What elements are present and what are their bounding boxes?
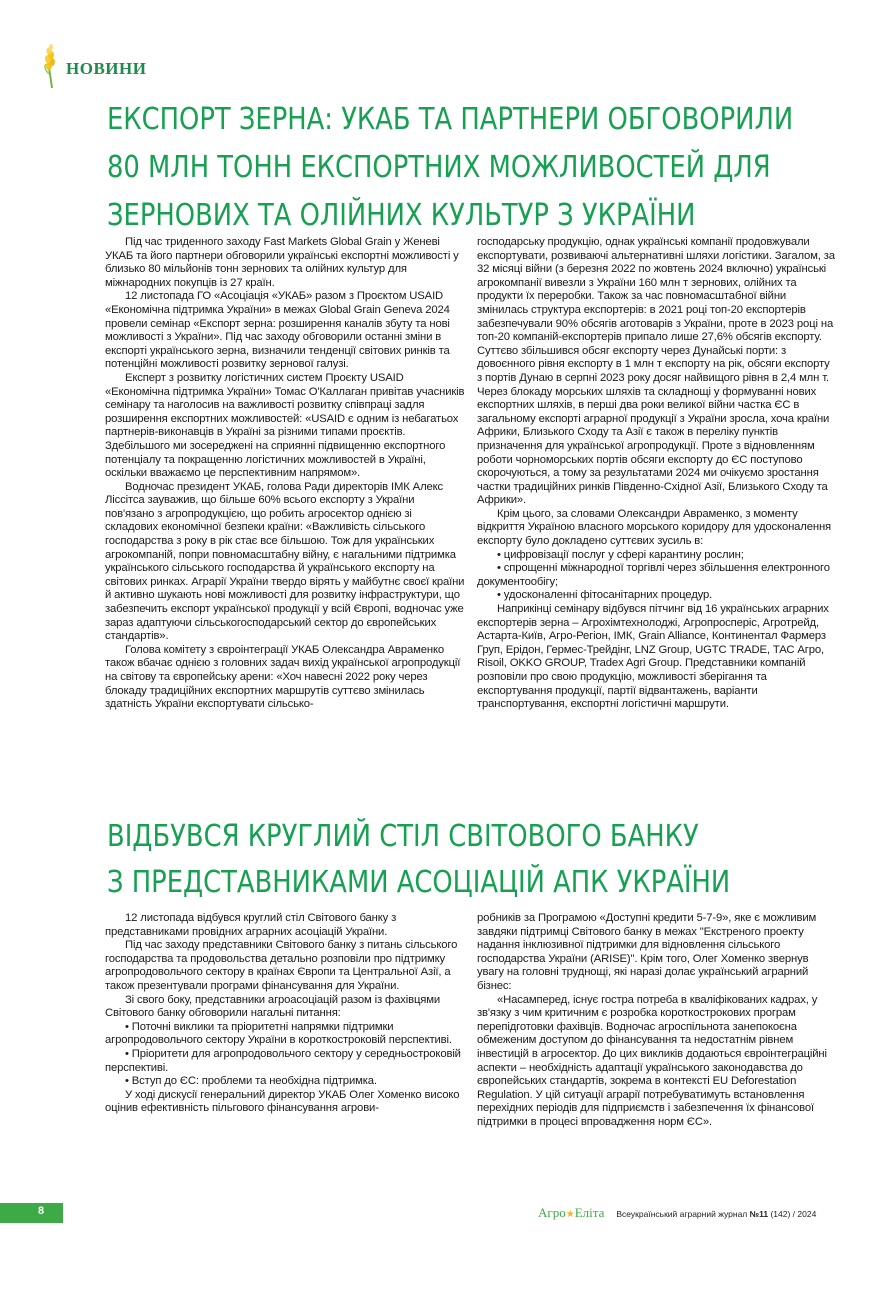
footer-publication	[538, 1205, 816, 1221]
paragraph: Наприкінці семінару відбувся пітчинг від 16 українських аграрних експортерів зерна – Агрохімтехнолоджі, Агропросперіс, Агротрейд, Астарта-Київ, Агро-Регіон, ІМК, Grain Alliance, Континентал Фармерз Груп, Ерідон, Гермес-Трейдінг, LNZ Group, UGTC TRADE, ТАС Агро, Risoil, OKKO GROUP, Tradex Agri Group. Представники компаній розповіли про свою продукцію, можливості зберігання та експортування продукції, партії відвантажень, варіанти транспортування, експортні логістичні маршрути.	[477, 603, 829, 711]
article-2-headline	[107, 814, 832, 906]
paragraph: Крім цього, за словами Олександри Авраменко, з моменту відкриття Україною власного морського коридору для удосконалення експорту було докладено суттєвих зусиль в:	[477, 507, 832, 548]
issue-year: / 2024	[792, 1209, 817, 1219]
page-number-bar	[0, 1203, 63, 1223]
paragraph: робників за Програмою «Доступні кредити 5-7-9», яке є можливим завдяки підтримці Світового банку в межах "Екстреного проекту надання інклюзивної підтримки для відновлення сільського господарства України (ARISE)". Крім того, Олег Хоменко звернув увагу на головні труднощі, які наразі долає український аграрний бізнес:	[477, 912, 817, 992]
issue-number: №11	[749, 1209, 769, 1219]
journal-logo	[538, 1205, 604, 1221]
section-label: НОВИНИ	[66, 59, 147, 78]
wheat-ear-icon	[40, 44, 62, 90]
paragraph: 12 листопада ГО «Асоціація «УКАБ» разом з Проєктом USAID «Економічна підтримка України» в межах Global Grain Geneva 2024 провели семінар «Експорт зерна: розширення каналів збуту та нові можливості з України». Під час заходу обговорили останні зміни в експорті українського зерна, визначили тенденції світових ринків та потенційні можливості розвитку зернової галузі.	[105, 290, 450, 371]
headline-line: З ПРЕДСТАВНИКАМИ АСОЦІАЦІЙ АПК УКРАЇНИ	[107, 865, 731, 900]
headline-line: ВІДБУВСЯ КРУГЛИЙ СТІЛ СВІТОВОГО БАНКУ	[107, 819, 699, 854]
paragraph: господарську продукцію, однак українські компанії продовжували експортувати, розвиваючі альтернативні шляхи логістики. Загалом, за 32 місяці війни (з березня 2022 по жовтень 2024 включно) українські агрокомпанії вивезли з України 160 млн т зернових, олійних та продукти їх переробки. Також за час повномасштабної війни змінилась структура експортерів: в 2021 році топ-20 експортерів забезпечували 90% обсягів аготоварів з України, проте в 2023 році на топ-20 компаній-експортерів припало лише 27,6% обсягів експорту. Суттєво збільшився обсяг експорту через Дунайські порти: з довоєнного рівня експорту в 1 млн т експорту на рік, обсяги експорту з портів Дунаю в серпні 2023 року досяг найвищого рівня в 2,4 млн т. Через блокаду морських шляхів та складнощі у формуванні нових експортних шляхів, в перші два роки великої війни частка ЄС в загальному експорті аграрної продукції з України зросла, хоча країни Африки, Близького Сходу та Азії є також в переліку пунктів призначення для української агропродукції. Проте з відновленням роботи чорноморських портів обсяги експорту до ЄС поступово скорочуються, а тому за результатами 2024 ми очікуємо зростання частки традиційних ринків Південно-Східної Азії, Близького Сходу та Африки».	[477, 236, 835, 507]
bullet-item: • удосконаленні фітосанітарних процедур.	[497, 589, 713, 602]
star-icon: ★	[565, 1209, 575, 1220]
issue-total: (142)	[768, 1209, 793, 1219]
paragraph: Голова комітету з євроінтеграції УКАБ Олександра Авраменко також вбачає однією з головних задач вихід української агропродукції на світову та європейську арени: «Хоч навесні 2022 року через блокаду традиційних експортних маршрутів суттєво змінилась здатність України експортувати сільсько-	[105, 643, 461, 711]
paragraph: Експерт з розвитку логістичних систем Проєкту USAID «Економічна підтримка України» Томас О'Каллаган привітав учасників семінару та наголосив на важливості розвитку співпраці задля розширення експортних можливостей: «USAID є одним із небагатьох партнерів-виконавців в Україні за різними типами проєктів. Здебільшого ми зосереджені на сприянні підвищенню експортного потенціалу та покращенню логістичних можливостей в Україні, оскільки вважаємо це перспективним напрямом».	[105, 371, 465, 480]
article-1-column-1	[105, 236, 465, 712]
bullet-item: • цифровізації послуг у сфері карантину рослин;	[497, 548, 744, 561]
headline-line: 80 МЛН ТОНН ЕКСПОРТНИХ МОЖЛИВОСТЕЙ ДЛЯ	[107, 150, 771, 185]
bullet-item: • Пріоритети для агропродовольчого сектору у середньостроковій перспективі.	[105, 1047, 461, 1074]
paragraph: Під час триденного заходу Fast Markets Global Grain у Женеві УКАБ та його партнери обговорили українські експортні можливості у близько 80 мільйонів тонн зернових та олійних культур для міжнародних покупців із 27 країн.	[105, 236, 459, 289]
bullet-item: • Вступ до ЄС: проблеми та необхідна підтримка.	[125, 1075, 377, 1088]
article-2-column-1	[105, 912, 465, 1116]
paragraph: Зі свого боку, представники агроасоціацій разом із фахівцями Світового банку обговорили нагальні питання:	[105, 993, 441, 1020]
bullet-item: • Поточні виклики та пріоритетні напрямки підтримки агропродовольчого сектору України в короткостроковій перспективі.	[105, 1020, 452, 1047]
headline-line: ЕКСПОРТ ЗЕРНА: УКАБ ТА ПАРТНЕРИ ОБГОВОРИЛИ	[107, 102, 794, 137]
paragraph: У ході дискусії генеральний директор УКАБ Олег Хоменко високо оцінив ефективність пільгового фінансування агрови-	[105, 1088, 460, 1115]
section-header	[40, 44, 146, 90]
paragraph: 12 листопада відбувся круглий стіл Світового банку з представниками провідних аграрних асоціацій України.	[105, 912, 397, 938]
journal-name: Всеукраїнський аграрний журнал	[616, 1209, 750, 1219]
bullet-item: • спрощенні міжнародної торгівлі через збільшення електронного документообігу;	[477, 562, 830, 588]
paragraph: Водночас президент УКАБ, голова Ради директорів ІМК Алекс Ліссітса зауважив, що більше 60% всього експорту з України пов'язано з агропродукцією, що робить агросектор однією зі складових економічної безпеки країни: «Важливість сільського господарства з року в рік стає все більшою. Тож для українських агрокомпаній, попри повномасштабну війну, є нагальними підтримка українського сільського господарства й українського експорту на світових ринках. Аграрії України твердо вірять у майбутнє своєї країни й активно шукають нові можливості для розвитку інфраструктури, що забезпечить експорт української продукції у всій Європі, водночас уже зараз адаптуючи сільськогосподарський сектор до європейських стандартів».	[105, 480, 465, 643]
logo-text-left: Агро	[538, 1205, 566, 1220]
journal-info	[616, 1209, 816, 1219]
article-1-column-2	[477, 236, 837, 712]
paragraph: «Насамперед, існує гостра потреба в кваліфікованих кадрах, у зв'язку з чим критичним є розробка короткострокових програм перепідготовки фахівців. Водночас агроспільнота занепокоєна обмеженим доступом до фінансування та недостатнім рівнем інвестицій в агросектор. До цих викликів додаються євроінтеграційні аспекти – необхідність адаптації українського законодавства до європейських стандартів, зокрема в контексті EU Deforestation Regulation. У цій ситуації аграрії потребуватимуть встановлення перехідних періодів для підприємств і забезпечення їх фінансової підтримки в процесі впровадження норм ЄС».	[477, 993, 827, 1128]
paragraph: Під час заходу представники Світового банку з питань сільського господарства та продовольства детально розповіли про підтримку агропродовольчого сектору в країнах Європи та Центральної Азії, а також презентували програми фінансування для України.	[105, 939, 458, 992]
article-2-column-2	[477, 912, 837, 1130]
logo-text-right: Еліта	[574, 1205, 605, 1220]
page-number: 8	[38, 1205, 45, 1217]
headline-line: ЗЕРНОВИХ ТА ОЛІЙНИХ КУЛЬТУР З УКРАЇНИ	[107, 198, 696, 233]
article-1-headline	[107, 96, 892, 240]
